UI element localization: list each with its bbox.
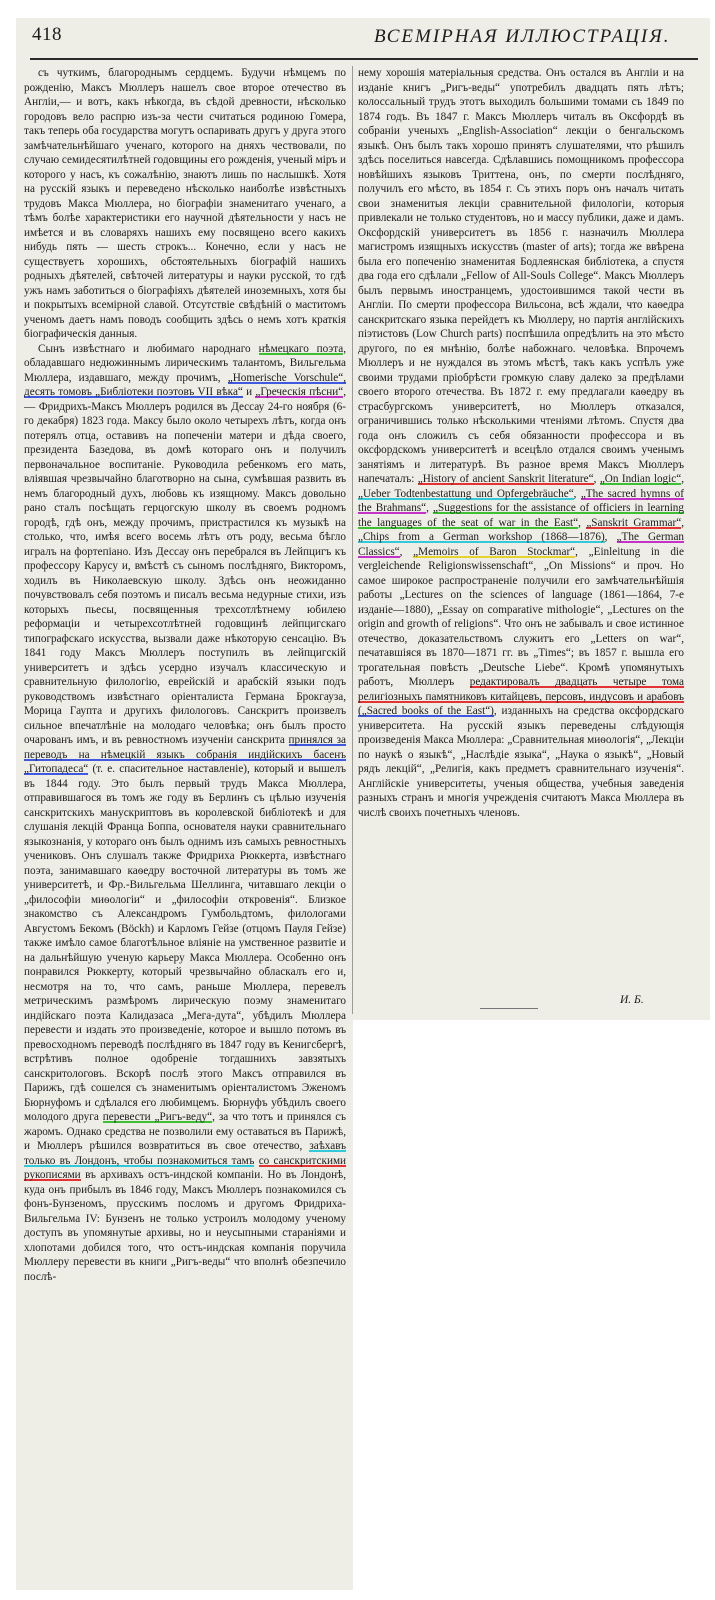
text-run: , „Einleitung in die vergleichende Religionswissenschaft“, „On Missions“ и проч. Но самое широкое распространеніе получили его замѣчательнѣйшія работы „Lectures on the sciences of language (1861—1864, 7-е изданіе—1880), „Essay on comparative mithologie“, „Lectures on the origin and growth of religions“. Что онъ не забывалъ и свое истинное отечество, доказательствомъ служитъ его „Letters on war“, печатавшіяся въ 1870—1871 гг. въ „Times“; въ 1857 г. вышла его трогательная повѣсть „Deutsche Liebe“. Кромѣ упомянутыхъ работъ, Мюллеръ	[358, 545, 684, 688]
text-run: и	[242, 386, 256, 398]
paragraph-intro: съ чуткимъ, благороднымъ сердцемъ. Будучи нѣмцемъ по рожденію, Максъ Мюллеръ нашелъ свое второе отечество въ Англіи,— и вотъ, какъ нѣкогда, въ сѣдой древности, нѣсколько городовъ вело распрю изъ-за чести считаться родиною Гомера, такъ теперь оба государства могутъ оспаривать другъ у друга этого замѣчательнѣйшаго ученаго, которого на дняхъ чествовали, по случаю семидесятилѣтней годовщины его рожденія, ученый міръ и которого у насъ, къ сожалѣнію, знаютъ лишь по наслышкѣ. Хотя на русскій языкъ и переведено нѣсколько наиболѣе извѣстныхъ трудовъ Макса Мюллера, но біографіи знаменитаго ученаго, а тѣмъ болѣе характеристики его научной дѣятельности у насъ не имѣется и въ словаряхъ нашихъ ему посвящено всего какихъ нибудь пять — шесть строкъ... Конечно, если у насъ не существуетъ хорошихъ, обстоятельныхъ біографій нашихъ родныхъ дѣятелей, свѣточей литературы и науки русской, то гдѣ ужъ намъ заботиться о біографіяхъ дѣятелей иноземныхъ, хотя бы и покрытыхъ всемірной славой. Отсутствіе свѣдѣній о маститомъ ученомъ даетъ намъ поводъ сообщить здѣсь о немъ хотъ краткія біографическія данныя.	[24, 67, 346, 340]
text-run: нему хорошія матеріальныя средства. Онъ остался въ Англіи и на изданіе книгъ „Ригъ-веды“ употребилъ двадцать пять лѣтъ; колоссальный трудъ этотъ выходилъ большими томами съ 1849 по 1874 годъ. Въ 1847 г. Максъ Мюллеръ читалъ въ Оксфордѣ въ собраніи ученыхъ „English-Association“ лекціи о бенгальскомъ языкѣ. Онъ былъ такъ хорошо принятъ слушателями, что рѣшилъ здѣсь поселиться навсегда. Сдѣлавшись помощникомъ профессора новѣйшихъ языковъ Триттена, онъ, по смерти послѣдняго, получилъ его мѣсто, въ 1854 г. Съ этихъ поръ онъ началъ читать свои знаменитыя лекціи сравнительной филологіи, которыя привлекали не только студентовъ, но и массу публики, даже и дамъ. Оксфордскій университетъ въ 1856 г. назначилъ Мюллера магистромъ изящныхъ искусствъ (master of arts); тогда же ввѣрена была его попеченію знаменитая Бодлеянская библіотека, а спустя два года его сдѣлали „Fellow of All-Souls College“. Максъ Мюллеръ былъ первымъ иностранцемъ, удостоившимся такой чести въ Англіи. По смерти профессора Вильсона, всѣ ждали, что каѳедра санскритскаго языка перейдетъ къ Мюллеру, но партія англійскихъ піэтистовъ (Low Church parts) поспѣшила опредѣлить на это мѣсто другого, по ея мнѣнію, болѣе набожнаго. человѣка. Впрочемъ Мюллеръ и не нуждался въ этомъ мѣстѣ, такъ какъ успѣлъ уже своими трудами пріобрѣсти громкую славу далеко за предѣлами своего второго отечества. Въ 1872 г. ему предлагали каѳедру въ страсбургскомъ университетѣ, но Мюллеръ отказался, ограничившись только нѣсколькими чтеніями лѣтомъ. Спустя два года онъ сложилъ съ себя обязанности профессора и въ оксфордскомъ университетѣ и всецѣло отдался своимъ ученымъ занятіямъ и литературѣ. Въ разное время Максъ Мюллеръ напечаталъ:	[358, 67, 684, 485]
highlight-suggestions: „Suggestions for the assistance of officiers in learning the languages of the seat of war in the East“	[358, 502, 684, 529]
text-run: ,	[399, 545, 414, 558]
text-run: ,	[573, 487, 581, 500]
column-divider	[352, 66, 353, 1014]
highlight-homerische-vorschule: „Homerische Vorschule“, десять томовъ „Библіотеки поэтовъ VII вѣка“	[24, 371, 346, 398]
highlight-sacred-books-east: („Sacred books of the East“)	[358, 705, 494, 717]
highlight-history-sanskrit: „History of ancient Sanskrit literature“	[417, 473, 594, 485]
highlight-sanskrit-manuscripts: со санскритскими рукописями	[24, 1154, 347, 1181]
text-run: , обладавшаго недюжиннымъ лирическимъ талантомъ, Вильгельма Мюллера, издавшаго, между прочимъ,	[24, 342, 346, 384]
highlight-german-classics: „The German Classics“	[358, 531, 685, 558]
left-column	[24, 66, 346, 1284]
highlight-edited-volumes: редактировалъ двадцать четыре тома религіозныхъ памятниковъ китайцевъ, персовъ, индусовъ и арабовъ	[358, 676, 684, 703]
right-column	[358, 66, 684, 820]
highlight-memoirs-stockmar: „Memoirs of Baron Stockmar“	[413, 545, 576, 558]
text-run: въ архивахъ остъ-индской компаніи. Но въ Лондонѣ, куда онъ прибылъ въ 1846 году, Максъ Мюллеръ познакомился съ фонъ-Бунзеномъ, прусскимъ посломъ и другомъ Фридриха-Вильгельма IV: Бунзенъ не только устроилъ молодому ученому доступъ въ упомянутые архивы, но и неусыпными стараніями и хлопотами добился того, что остъ-индская компанія поручила Мюллеру перевести въ книги „Ригъ-веды“ что вполнѣ обезпечило послѣ-	[24, 1169, 346, 1283]
highlight-todtenbestattung: „Ueber Todtenbestattung und Opfergebräuche“	[358, 487, 574, 500]
highlight-hitopadesa-translation: принялся за переводъ на нѣмецкій языкъ собранія индійскихъ басенъ „Гитопадеса“	[24, 734, 347, 775]
text-run: ,	[681, 473, 684, 485]
highlight-chips: „Chips from a German workshop (1868—1876)	[358, 531, 605, 543]
page-number: 418	[32, 24, 62, 45]
text-run: , изданныхъ на средства оксфордскаго университета. На русскій языкъ переведены слѣдующія произведенія Макса Мюллера: „Сравнительная миѳологія“, „Лекціи по наукѣ о языкѣ“, „Наслѣдіе языка“, „Наука о языкѣ“, „Новый рядъ лекцій“, „Религія, какъ предметъ сравнительнаго изученія“. Англійскіе университеты, ученыя общества, учебныя заведенія разныхъ странъ и многія учрежденія считаютъ Макса Мюллера въ числѣ своихъ почетныхъ членовъ.	[358, 705, 684, 819]
highlight-sanskrit-grammar: „Sanskrit Grammar“	[586, 516, 682, 529]
text-run: ,	[604, 531, 617, 543]
header-rule	[30, 58, 698, 60]
highlight-rigveda-translation: перевести „Ригъ-веду“	[102, 1111, 213, 1123]
highlight-indian-logic: „On Indian logic“	[599, 473, 682, 485]
highlight-greek-songs: „Греческія пѣсни“	[255, 386, 344, 398]
text-run: , — Фридрихъ-Максъ Мюллеръ родился въ Дессау 24-го ноября (6-го декабря) 1823 года. Максу было около четырехъ лѣтъ, когда онъ потерялъ отца, оставивъ на попеченіи матери и дѣда своего, президента Базедова, въ домѣ котораго онъ и получилъ первоначальное воспитаніе. Руководила ребенкомъ его мать, вліявшая чрезвычайно благотворно на сына, сумѣвшая развить въ немъ благородный духъ, любовь къ изящному. Максъ довольно рано сталъ посѣщать герцогскую школу въ своемъ родномъ городѣ, гдѣ онъ, между прочимъ, пристрастился къ музыкѣ на столько, что, имѣя всего восемь лѣтъ отъ роду, весьма бѣгло игралъ на фортепіано. Изъ Дессау онъ перебрался въ Лейпцигъ къ профессору Карусу и, вмѣстѣ съ сыномъ послѣдняго, Викторомъ, ходилъ въ Николаевскую школу. Здѣсь онъ неожиданно почувствовалъ себя поэтомъ и писалъ весьма недурные стихи, изъ которыхъ пьесы, посвященныя трехсотлѣтнему юбилею реформаціи и четырехсотлѣтней годовщинѣ лейпцигскаго типографскаго искусства, вызвали даже нѣкоторую сенсацію. Въ 1841 году Максъ Мюллеръ поступилъ въ лейпцигскій университетъ и здѣсь усердно изучалъ классическую и сравнительную филологію, еврейскій и арабскій языки подъ руководствомъ извѣстнаго оріенталиста Германа Брокгауза, Морица Гаупта и другихъ филологовъ. Санскритъ произвелъ сильное впечатлѣніе на молодаго человѣка; онъ былъ просто очарованъ имъ, и въ ревностномъ изученіи санскрита	[24, 386, 346, 746]
text-run: ,	[681, 516, 684, 529]
journal-title: ВСЕМІРНАЯ ИЛЛЮСТРАЦІЯ.	[374, 26, 671, 47]
paragraph-biography	[24, 342, 346, 1285]
text-run: ,	[593, 473, 600, 485]
text-run: , за что тотъ и принялся съ жаромъ. Однако средства не позволили ему оставаться въ Парижѣ, и Мюллеръ рѣшился возвратиться въ свое отечество,	[24, 1111, 347, 1152]
highlight-london-visit: заѣхавъ только въ Лондонъ, чтобы познакомиться тамъ	[24, 1140, 346, 1167]
author-signature: И. Б.	[620, 994, 644, 1006]
paragraph-continuation	[358, 66, 684, 820]
signature-rule	[480, 1008, 538, 1009]
highlight-sacred-hymns: „The sacred hymns of the Brahmans“	[358, 487, 684, 514]
text-run: ,	[578, 516, 587, 529]
text-run: ,	[426, 502, 434, 514]
highlight-german-poet: нѣмецкаго поэта	[258, 342, 344, 355]
text-run: Сынъ извѣстнаго и любимаго народнаго	[38, 342, 259, 355]
text-run: (т. е. спасительное наставленіе), который и вышелъ въ 1844 году. Это былъ первый трудъ Макса Мюллера, отправившагося въ томъ же году въ Берлинъ съ цѣлью изученія санскритскихъ манускриптовъ въ королевской библіотекѣ и для слушанія лекцій Франца Боппа, основателя науки сравнительнаго языкознанія, у котораго онъ былъ однимъ изъ самыхъ ревностныхъ учениковъ. Онъ слушалъ также Фридриха Рюккерта, извѣстнаго поэта, занимавшаго каѳедру восточной литературы въ томъ же университетѣ, и Фр.-Вильгельма Шеллинга, читавшаго лекціи о „философіи миѳологіи“ и „философіи откровенія“. Близкое знакомство съ Александромъ Гумбольдтомъ, филологами Августомъ Бекомъ (Böckh) и Карломъ Гейзе (отцомъ Пауля Гейзе) также имѣло самое благотѣльное вліяніе на умственное развитіе и на дальнѣйшую ученую карьеру Макса Мюллера. Особенно онъ понравился Рюккерту, который чрезвычайно обласкалъ его и, несмотря на то, что самъ, раньше Мюллера, перевелъ метрическимъ размѣромъ лирическую поэму знаменитаго индійскаго поэта Калидазаса „Мега-дута“, убѣдилъ Мюллера перевести и издать это произведеніе, которое и вышло потомъ въ превосходномъ переводѣ послѣдняго въ 1847 году въ Кенигсбергѣ, встрѣтивъ полное одобреніе тогдашнихъ завзятыхъ санскритологовъ. Вскорѣ послѣ этого Максъ отправился въ Парижъ, гдѣ сошелся съ знаменитымъ оріенталистомъ Эженомъ Бюрнуфомъ и сдѣлался его любимцемъ. Бюрнуфъ убѣдилъ своего молодого друга	[24, 763, 346, 1123]
